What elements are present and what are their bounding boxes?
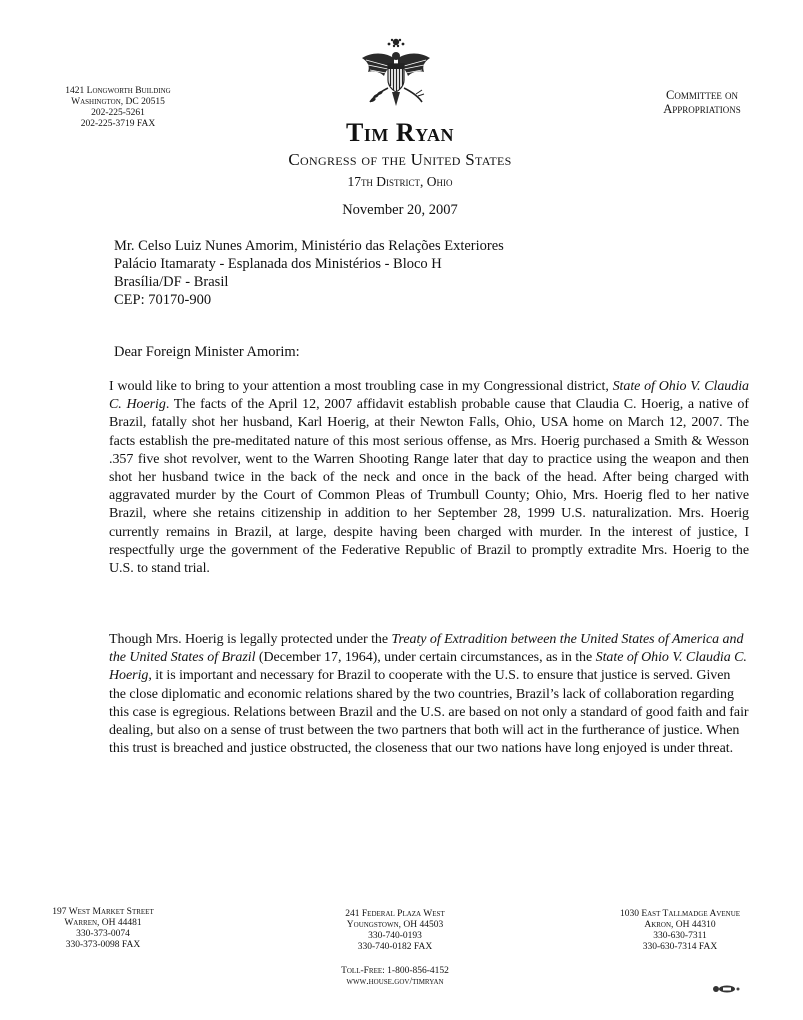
paragraph-text: (December 17, 1964), under certain circumstances, as in the [255,650,596,666]
fax-line: 330-630-7314 FAX [642,942,718,952]
letter-date: November 20, 2007 [342,202,458,218]
address-line: 1030 East Tallmadge Avenue [619,909,741,919]
treaty-name: Treaty of Extradition between the United States of America and the United States of Brazil [109,632,744,666]
body-paragraph-1 [109,378,749,578]
address-line: Warren, OH 44481 [64,918,142,928]
phone-line: 330-630-7311 [653,931,707,941]
paragraph-text: it is important and necessary for Brazil to cooperate with the U.S. to ensure that justice is served. Given the close diplomatic and economic relations shared by the two countries, Brazil’s lack of collaboration regarding this case is egregious. Relations between Brazil and the U.S. are based on not only a standard of good faith and fair dealing, but also on a sense of trust between the two partners that both will act in the furtherance of justice. When this trust is breached and justice obstructed, the closeness that our two nations have long enjoyed is under threat. [109,668,749,757]
committee-line: Committee on [666,88,738,102]
recipient-line: Palácio Itamaraty - Esplanada dos Ministérios - Bloco H [114,256,442,272]
phone-line: 330-740-0193 [368,931,422,941]
website-url: www.house.gov/timryan [346,977,444,987]
toll-free-and-website [300,966,490,988]
toll-free-number: Toll-Free: 1-800-856-4152 [341,966,449,976]
recipient-line: Mr. Celso Luiz Nunes Amorim, Ministério das Relações Exteriores [114,238,504,254]
salutation: Dear Foreign Minister Amorim: [114,344,300,360]
address-line: 241 Federal Plaza West [345,909,445,919]
address-line: Youngstown, OH 44503 [346,920,444,930]
washington-office-address [30,86,206,130]
address-line: Akron, OH 44310 [644,920,716,930]
case-name: State of Ohio V. Claudia C. Hoerig, [109,650,747,684]
district-title: 17th District, Ohio [347,174,453,189]
congress-title: Congress of the United States [288,150,512,169]
phone-line: 202-225-5261 [91,108,145,118]
union-printer-mark-icon [712,981,742,991]
paragraph-text: . The facts of the April 12, 2007 affidavit establish probable cause that Claudia C. Hoerig, a native of Brazil, fatally shot her husband, Karl Hoerig, at their Newton Falls, Ohio, USA home on March 12, 2007. The facts establish the pre-meditated nature of this most serious offense, as Mrs. Hoerig purchased a Smith & Wesson .357 five shot revolver, went to the Warren Shooting Range later that day to practice using the weapon and then shot her husband twice in the back of the neck and once in the back of the head. After being charged with aggravated murder by the Court of Common Pleas of Trumbull County; Ohio, Mrs. Hoerig fled to her native Brazil, where she retains citizenship in addition to her September 28, 1999 U.S. naturalization. Mrs. Hoerig currently remains in Brazil, at large, despite having been charged with murder. In the interest of justice, I respectfully urge the government of the Federative Republic of Brazil to promptly extradite Mrs. Hoerig to the U.S. to stand trial. [109,397,749,577]
case-name: State of Ohio V. Claudia C. Hoerig [109,379,749,413]
fax-line: 202-225-3719 FAX [80,119,156,129]
akron-office-address [590,909,770,953]
member-name: Tim Ryan [346,118,454,147]
fax-line: 330-373-0098 FAX [65,940,141,950]
body-paragraph-2 [109,631,749,758]
recipient-line: CEP: 70170-900 [114,292,212,308]
paragraph-text: Though Mrs. Hoerig is legally protected under the [109,632,392,647]
warren-office-address [28,907,178,951]
recipient-line: Brasília/DF - Brasil [114,274,229,290]
address-line: 197 West Market Street [52,907,154,917]
paragraph-text: I would like to bring to your attention a most troubling case in my Congressional district, [109,379,613,394]
address-line: Washington, DC 20515 [71,97,165,107]
phone-line: 330-373-0074 [76,929,130,939]
address-line: 1421 Longworth Building [65,86,171,96]
fax-line: 330-740-0182 FAX [357,942,433,952]
great-seal-eagle-icon [358,36,434,112]
youngstown-office-address [320,909,470,953]
committee-assignment [640,88,764,116]
recipient-address [114,237,734,309]
committee-line: Appropriations [663,102,741,116]
